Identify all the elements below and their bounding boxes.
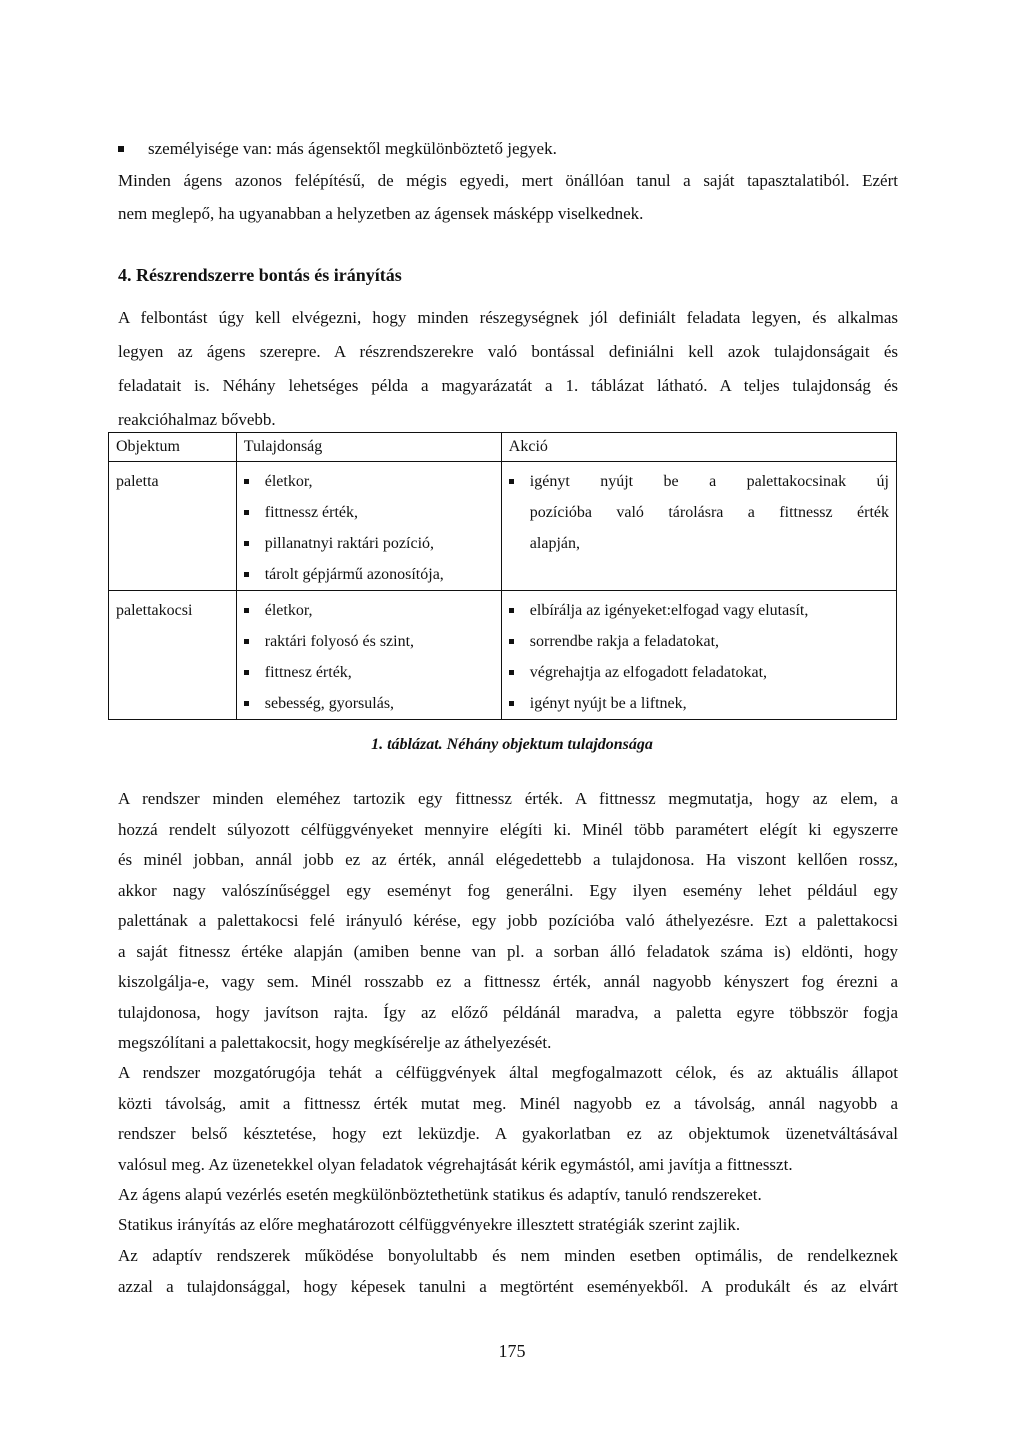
bullet-square-icon [244, 541, 249, 546]
bullet-square-icon [244, 608, 249, 613]
bullet-square-icon [118, 146, 124, 152]
text-line: A rendszer mozgatórugója tehát a célfüggvények által megfogalmazott célok, és az aktuális állapot [118, 1063, 898, 1082]
list-item [244, 559, 501, 590]
page-number: 175 [498, 1341, 526, 1361]
list-item [244, 497, 501, 528]
table-cell-object [109, 462, 237, 591]
list-item [244, 688, 501, 719]
text-line: reakcióhalmaz bővebb. [118, 410, 276, 429]
paragraph-agents [118, 168, 898, 227]
bullet-square-icon [244, 670, 249, 675]
table-cell-object [109, 591, 237, 720]
bullet-square-icon [509, 639, 514, 644]
list-item-text: fittnesz érték, [264, 664, 352, 681]
bullet-square-icon [509, 608, 514, 613]
list-item-text: sorrendbe rakja a feladatokat, [529, 633, 720, 650]
list-item-text: raktári folyosó és szint, [264, 633, 415, 650]
list-item-text: életkor, [264, 602, 313, 619]
list-item-continuation: alapján, [529, 535, 580, 552]
paragraph-driving-force [118, 1058, 898, 1180]
table-header-cell: Objektum [109, 433, 237, 462]
list-item [244, 657, 501, 688]
text-line: valósul meg. Az üzenetekkel olyan feladatok végrehajtását kérik egymástól, ami javítja a fittnesszt. [118, 1154, 793, 1174]
bullet-square-icon [244, 510, 249, 515]
list-item [244, 626, 501, 657]
table-caption: 1. táblázat. Néhány objektum tulajdonsága [371, 736, 653, 753]
text-line: A felbontást úgy kell elvégezni, hogy minden részegységnek jól definiált feladata legyen, és alkalmas [118, 308, 898, 327]
bullet-square-icon [244, 639, 249, 644]
text-line: Minden ágens azonos felépítésű, de mégis egyedi, mert önállóan tanul a saját tapasztalatiból. Ezért [118, 171, 898, 190]
object-name: paletta [116, 473, 159, 490]
table-cell-properties [236, 591, 501, 720]
text-line: azzal a tulajdonsággal, hogy képesek tanulni a megtörtént eseményekből. A produkált és az elvárt [118, 1276, 898, 1296]
text-line: közti távolság, amit a fittnessz érték mutat meg. Minél nagyobb ez a távolság, annál nagyobb a [118, 1093, 898, 1113]
list-item [509, 595, 889, 626]
text-line: feladatait is. Néhány lehetséges példa a magyarázatát a 1. táblázat látható. A teljes tulajdonság és [118, 376, 898, 395]
bullet-item-personality [118, 136, 557, 162]
table-cell-actions [501, 462, 896, 591]
list-item-text: elbírálja az igényeket:elfogad vagy elutasít, [529, 602, 809, 619]
bullet-square-icon [244, 572, 249, 577]
object-properties-table [108, 432, 897, 720]
text-line: Az adaptív rendszerek működése bonyolultabb és nem minden esetben optimális, de rendelkeznek [118, 1246, 898, 1265]
text-line: tulajdonosa, hogy javítson rajta. Így az előző példánál maradva, a paletta egyre többször fogja [118, 1002, 898, 1022]
table-row [109, 591, 897, 720]
list-item [509, 626, 889, 657]
bullet-square-icon [244, 479, 249, 484]
list-item-text: életkor, [264, 473, 313, 490]
paragraph-static-control [118, 1210, 898, 1241]
list-item-text: tárolt gépjármű azonosítója, [264, 566, 444, 583]
text-line: rendszer belső késztetése, hogy ezt leküzdje. A gyakorlatban ez az objektumok üzenetváltásával [118, 1124, 898, 1143]
list-item [244, 466, 501, 497]
list-item-continuation: pozícióba való tárolásra a fittnessz érték [529, 504, 889, 521]
bullet-square-icon [509, 701, 514, 706]
bullet-square-icon [509, 479, 514, 484]
list-item [244, 528, 501, 559]
object-name: palettakocsi [116, 602, 193, 619]
text-line: megszólítani a palettakocsit, hogy megkísérelje az áthelyezését. [118, 1033, 552, 1052]
text-line: nem meglepő, ha ugyanabban a helyzetben az ágensek másképp viselkednek. [118, 204, 644, 223]
text-line: Statikus irányítás az előre meghatározott célfüggvényekre illesztett stratégiák szerint zajlik. [118, 1215, 741, 1234]
table-row [109, 462, 897, 591]
table-cell-actions [501, 591, 896, 720]
paragraph-fitness [118, 784, 898, 1059]
paragraph-agent-control [118, 1180, 898, 1211]
list-item [509, 688, 889, 719]
paragraph-adaptive [118, 1241, 898, 1302]
bullet-text: személyisége van: más ágensektől megkülönböztető jegyek. [148, 139, 557, 158]
table-header-cell: Tulajdonság [236, 433, 501, 462]
list-item-text: igényt nyújt be a liftnek, [529, 695, 687, 712]
list-item-text: igényt nyújt be a palettakocsinak új [529, 473, 889, 490]
list-item [509, 657, 889, 688]
list-item-text: végrehajtja az elfogadott feladatokat, [529, 664, 768, 681]
section-heading: 4. Részrendszerre bontás és irányítás [118, 265, 402, 285]
text-line: a saját fitnessz értéke alapján (amiben benne van pl. a sorban álló feladatok száma is) eldönti, hogy [118, 941, 898, 961]
table-header-row [109, 433, 897, 462]
table-header-cell: Akció [501, 433, 896, 462]
text-line: A rendszer minden eleméhez tartozik egy fittnessz érték. A fittnessz megmutatja, hogy az elem, a [118, 789, 898, 808]
list-item-text: pillanatnyi raktári pozíció, [264, 535, 435, 552]
text-line: Az ágens alapú vezérlés esetén megkülönböztethetünk statikus és adaptív, tanuló rendszereket. [118, 1185, 762, 1204]
bullet-square-icon [509, 670, 514, 675]
text-line: palettának a palettakocsi felé irányuló kérése, egy jobb pozícióba való áthelyezésre. Ezt a palettakocsi [118, 911, 898, 930]
bullet-square-icon [244, 701, 249, 706]
text-line: legyen az ágens szerepre. A részrendszerekre való bontással definiálni kell azok tulajdonságait és [118, 342, 898, 361]
list-item-text: fittnessz érték, [264, 504, 359, 521]
text-line: akkor nagy valószínűséggel egy eseményt fog generálni. Egy ilyen esemény lehet például egy [118, 880, 898, 900]
list-item [509, 466, 889, 497]
paragraph-decomposition [118, 301, 898, 437]
text-line: kiszolgálja-e, vagy sem. Minél rosszabb ez a fittnessz érték, annál nagyobb kényszert fog érezni a [118, 972, 898, 991]
list-item-text: sebesség, gyorsulás, [264, 695, 395, 712]
list-item [244, 595, 501, 626]
table-cell-properties [236, 462, 501, 591]
text-line: hozzá rendelt súlyozott célfüggvényeket mennyire elégíti ki. Minél több paramétert elégít ki egyszerre [118, 819, 898, 839]
text-line: és minél jobban, annál jobb ez az érték, annál elégedettebb a tulajdonosa. Ha viszont kellően rossz, [118, 850, 898, 869]
